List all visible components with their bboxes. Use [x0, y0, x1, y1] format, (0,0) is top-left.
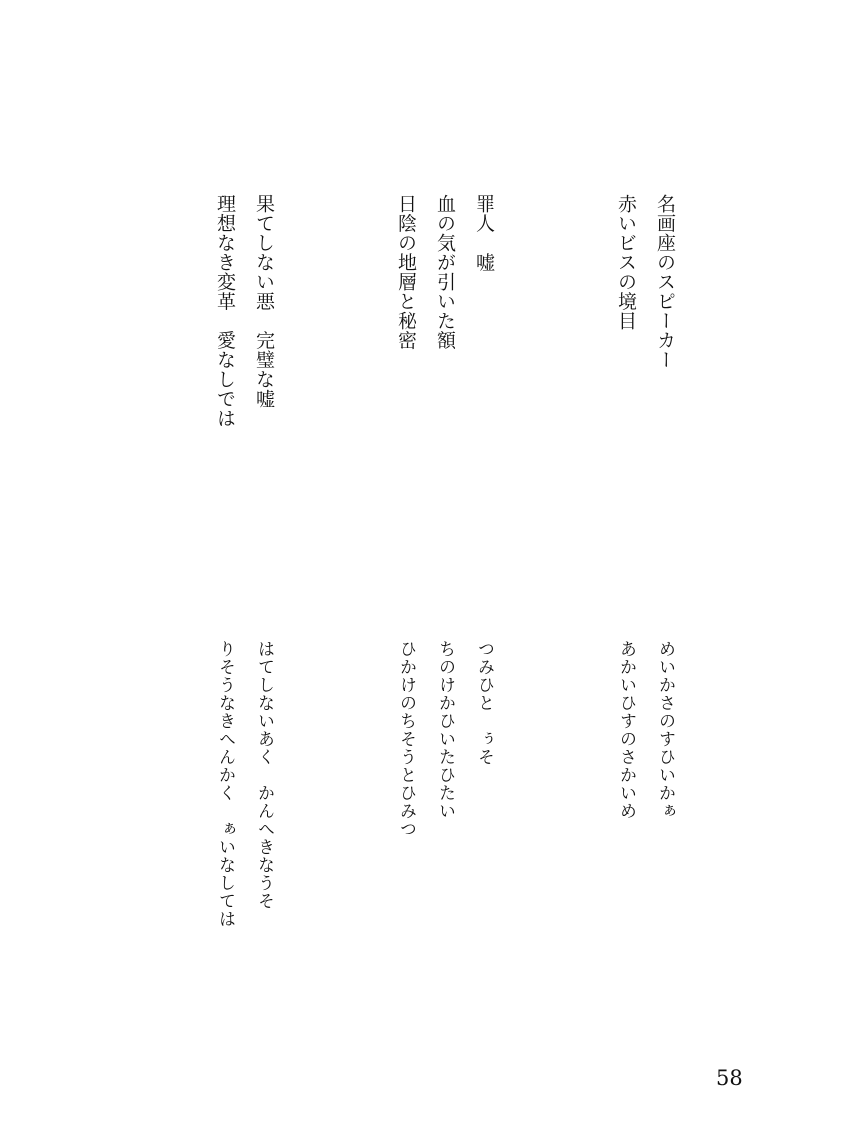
poem-line-4: 血の気が引いた額 [434, 194, 456, 350]
poem-line-3: 罪人 嘘 [473, 194, 495, 272]
poem-line-5: 日陰の地層と秘密 [395, 194, 417, 350]
reading-line-2: あかいひすのさかいめ [616, 640, 636, 820]
poem-line-1: 名画座のスピーカー [654, 194, 676, 370]
reading-line-6: はてしないあく かんへきなうそ [254, 640, 274, 910]
page-number: 58 [716, 1066, 743, 1090]
reading-line-7: りそうなきへんかく ぁいなしては [215, 640, 235, 928]
reading-line-3: つみひと ぅそ [474, 640, 494, 766]
poem-line-2: 赤いビスの境目 [615, 194, 637, 331]
reading-line-4: ちのけかひいたひたい [435, 640, 455, 820]
reading-line-1: めいかさのすひいかぁ [655, 640, 675, 820]
reading-line-5: ひかけのちそうとひみつ [396, 640, 416, 838]
poem-line-7: 理想なき変革 愛なしでは [214, 194, 236, 428]
poem-line-6: 果てしない悪 完璧な嘘 [253, 194, 275, 409]
